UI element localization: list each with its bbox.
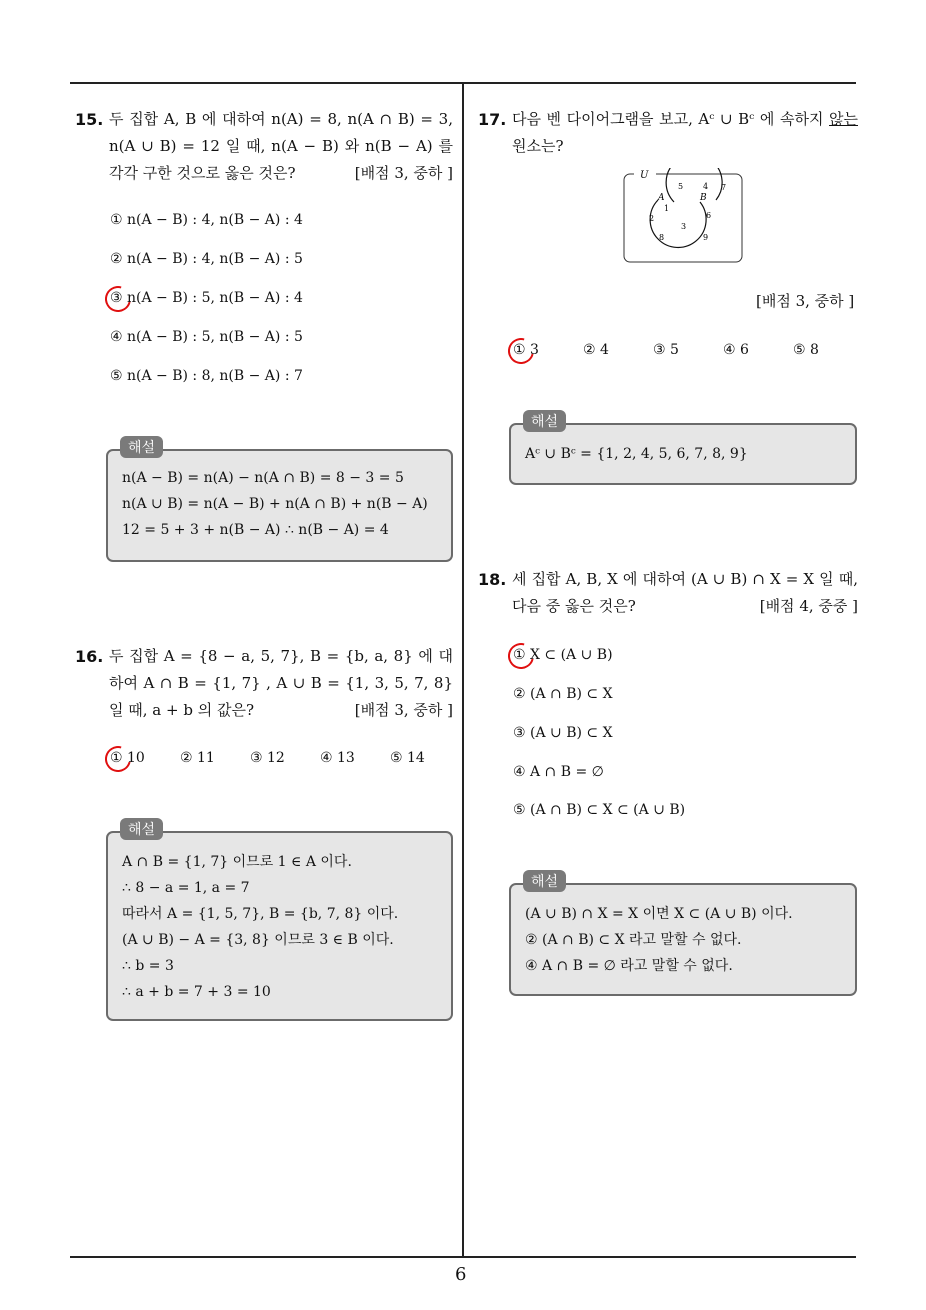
question-16 xyxy=(75,643,453,724)
explanation-tag: 해설 xyxy=(120,436,163,458)
choice-5[interactable]: ⑤ 14 xyxy=(390,750,425,766)
element-label: 4 xyxy=(703,182,709,191)
score-label: [배점 3, 중하 ] xyxy=(354,701,453,719)
element-label: 8 xyxy=(659,233,665,242)
set-b-label: B xyxy=(700,193,707,203)
answer-mark xyxy=(100,741,136,777)
element-label: 7 xyxy=(721,183,727,192)
choice-2[interactable]: ② 4 xyxy=(583,342,609,358)
question-text: 세 집합 A, B, X 에 대하여 (A ∪ B) ∩ X = X 일 때, 다음 중 옳은 것은? [배점 4, 중중 ] xyxy=(512,566,858,620)
choice-1[interactable]: ① 10 xyxy=(110,750,145,766)
explanation-line: ∴ 8 − a = 1, a = 7 xyxy=(122,880,250,896)
choice-2[interactable]: ② (A ∩ B) ⊂ X xyxy=(513,686,613,702)
choice-4[interactable]: ④ 6 xyxy=(723,342,749,358)
question-number: 18. xyxy=(478,570,507,589)
explanation-tag: 해설 xyxy=(120,818,163,840)
explanation-line: 따라서 A = {1, 5, 7}, B = {b, 7, 8} 이다. xyxy=(122,906,399,922)
choice-5[interactable]: ⑤ n(A − B) : 8, n(B − A) : 7 xyxy=(110,368,303,384)
choice-3[interactable]: ③ 12 xyxy=(250,750,285,766)
element-label: 6 xyxy=(706,211,712,220)
choice-3[interactable]: ③ (A ∪ B) ⊂ X xyxy=(513,725,613,741)
score-label: [배점 4, 중중 ] xyxy=(759,597,858,615)
answer-mark xyxy=(100,281,136,317)
venn-diagram xyxy=(620,168,748,266)
set-b-circle xyxy=(666,168,722,202)
explanation-box xyxy=(106,449,453,562)
explanation-line: ④ A ∩ B = ∅ 라고 말할 수 없다. xyxy=(525,958,733,974)
question-15 xyxy=(75,106,453,187)
explanation-line: n(A − B) = n(A) − n(A ∩ B) = 8 − 3 = 5 xyxy=(122,470,404,486)
explanation-line: 12 = 5 + 3 + n(B − A) ∴ n(B − A) = 4 xyxy=(122,522,389,538)
explanation-box xyxy=(509,883,857,996)
question-number: 16. xyxy=(75,647,104,666)
answer-mark xyxy=(503,333,539,369)
explanation-line: n(A ∪ B) = n(A − B) + n(A ∩ B) + n(B − A) xyxy=(122,496,428,512)
choice-2[interactable]: ② n(A − B) : 4, n(B − A) : 5 xyxy=(110,251,303,267)
question-17 xyxy=(478,106,858,160)
explanation-line: Aᶜ ∪ Bᶜ = {1, 2, 4, 5, 6, 7, 8, 9} xyxy=(525,446,748,462)
question-text: 두 집합 A, B 에 대하여 n(A) = 8, n(A ∩ B) = 3, n(A ∪ B) = 12 일 때, n(A − B) 와 n(B − A) 를 각각 구한 것으로 옳은 것은? [배점 3, 중하 ] xyxy=(109,106,453,187)
choice-5[interactable]: ⑤ 8 xyxy=(793,342,819,358)
element-label: 5 xyxy=(678,182,684,191)
question-18 xyxy=(478,566,858,620)
choice-3[interactable]: ③ 5 xyxy=(653,342,679,358)
element-label: 3 xyxy=(681,222,687,231)
universe-label: U xyxy=(640,170,649,181)
choice-2[interactable]: ② 11 xyxy=(180,750,215,766)
question-number: 17. xyxy=(478,110,507,129)
column-divider xyxy=(462,82,464,1258)
question-text: 두 집합 A = {8 − a, 5, 7}, B = {b, a, 8} 에 대하여 A ∩ B = {1, 7} , A ∪ B = {1, 3, 5, 7, 8} 일 때, a + b 의 값은? [배점 3, 중하 ] xyxy=(109,643,453,724)
explanation-line: (A ∪ B) − A = {3, 8} 이므로 3 ∈ B 이다. xyxy=(122,932,394,948)
explanation-box xyxy=(106,831,453,1021)
explanation-tag: 해설 xyxy=(523,410,566,432)
score-label: [배점 3, 중하 ] xyxy=(354,164,453,182)
element-label: 2 xyxy=(649,214,655,223)
choice-5[interactable]: ⑤ (A ∩ B) ⊂ X ⊂ (A ∪ B) xyxy=(513,802,686,818)
explanation-box xyxy=(509,423,857,485)
question-number: 15. xyxy=(75,110,104,129)
element-label: 9 xyxy=(703,233,709,242)
emphasis-underline: 않는 xyxy=(829,110,858,128)
page-number: 6 xyxy=(455,1264,467,1285)
choice-4[interactable]: ④ A ∩ B = ∅ xyxy=(513,764,604,780)
choice-4[interactable]: ④ 13 xyxy=(320,750,355,766)
choice-1[interactable]: ① X ⊂ (A ∪ B) xyxy=(513,647,613,663)
set-a-label: A xyxy=(658,193,665,203)
explanation-tag: 해설 xyxy=(523,870,566,892)
answer-mark xyxy=(503,638,539,674)
score-label: [배점 3, 중하 ] xyxy=(756,292,855,310)
explanation-line: (A ∪ B) ∩ X = X 이면 X ⊂ (A ∪ B) 이다. xyxy=(525,906,793,922)
choice-1[interactable]: ① 3 xyxy=(513,342,539,358)
element-label: 1 xyxy=(664,204,670,213)
bottom-rule xyxy=(70,1256,856,1258)
explanation-line: ② (A ∩ B) ⊂ X 라고 말할 수 없다. xyxy=(525,932,742,948)
explanation-line: ∴ a + b = 7 + 3 = 10 xyxy=(122,984,271,1000)
explanation-line: A ∩ B = {1, 7} 이므로 1 ∈ A 이다. xyxy=(122,854,352,870)
choice-4[interactable]: ④ n(A − B) : 5, n(B − A) : 5 xyxy=(110,329,303,345)
question-text: 다음 벤 다이어그램을 보고, Aᶜ ∪ Bᶜ 에 속하지 않는 원소는? xyxy=(512,110,858,155)
choice-1[interactable]: ① n(A − B) : 4, n(B − A) : 4 xyxy=(110,212,303,228)
explanation-line: ∴ b = 3 xyxy=(122,958,174,974)
choice-3[interactable]: ③ n(A − B) : 5, n(B − A) : 4 xyxy=(110,290,303,306)
